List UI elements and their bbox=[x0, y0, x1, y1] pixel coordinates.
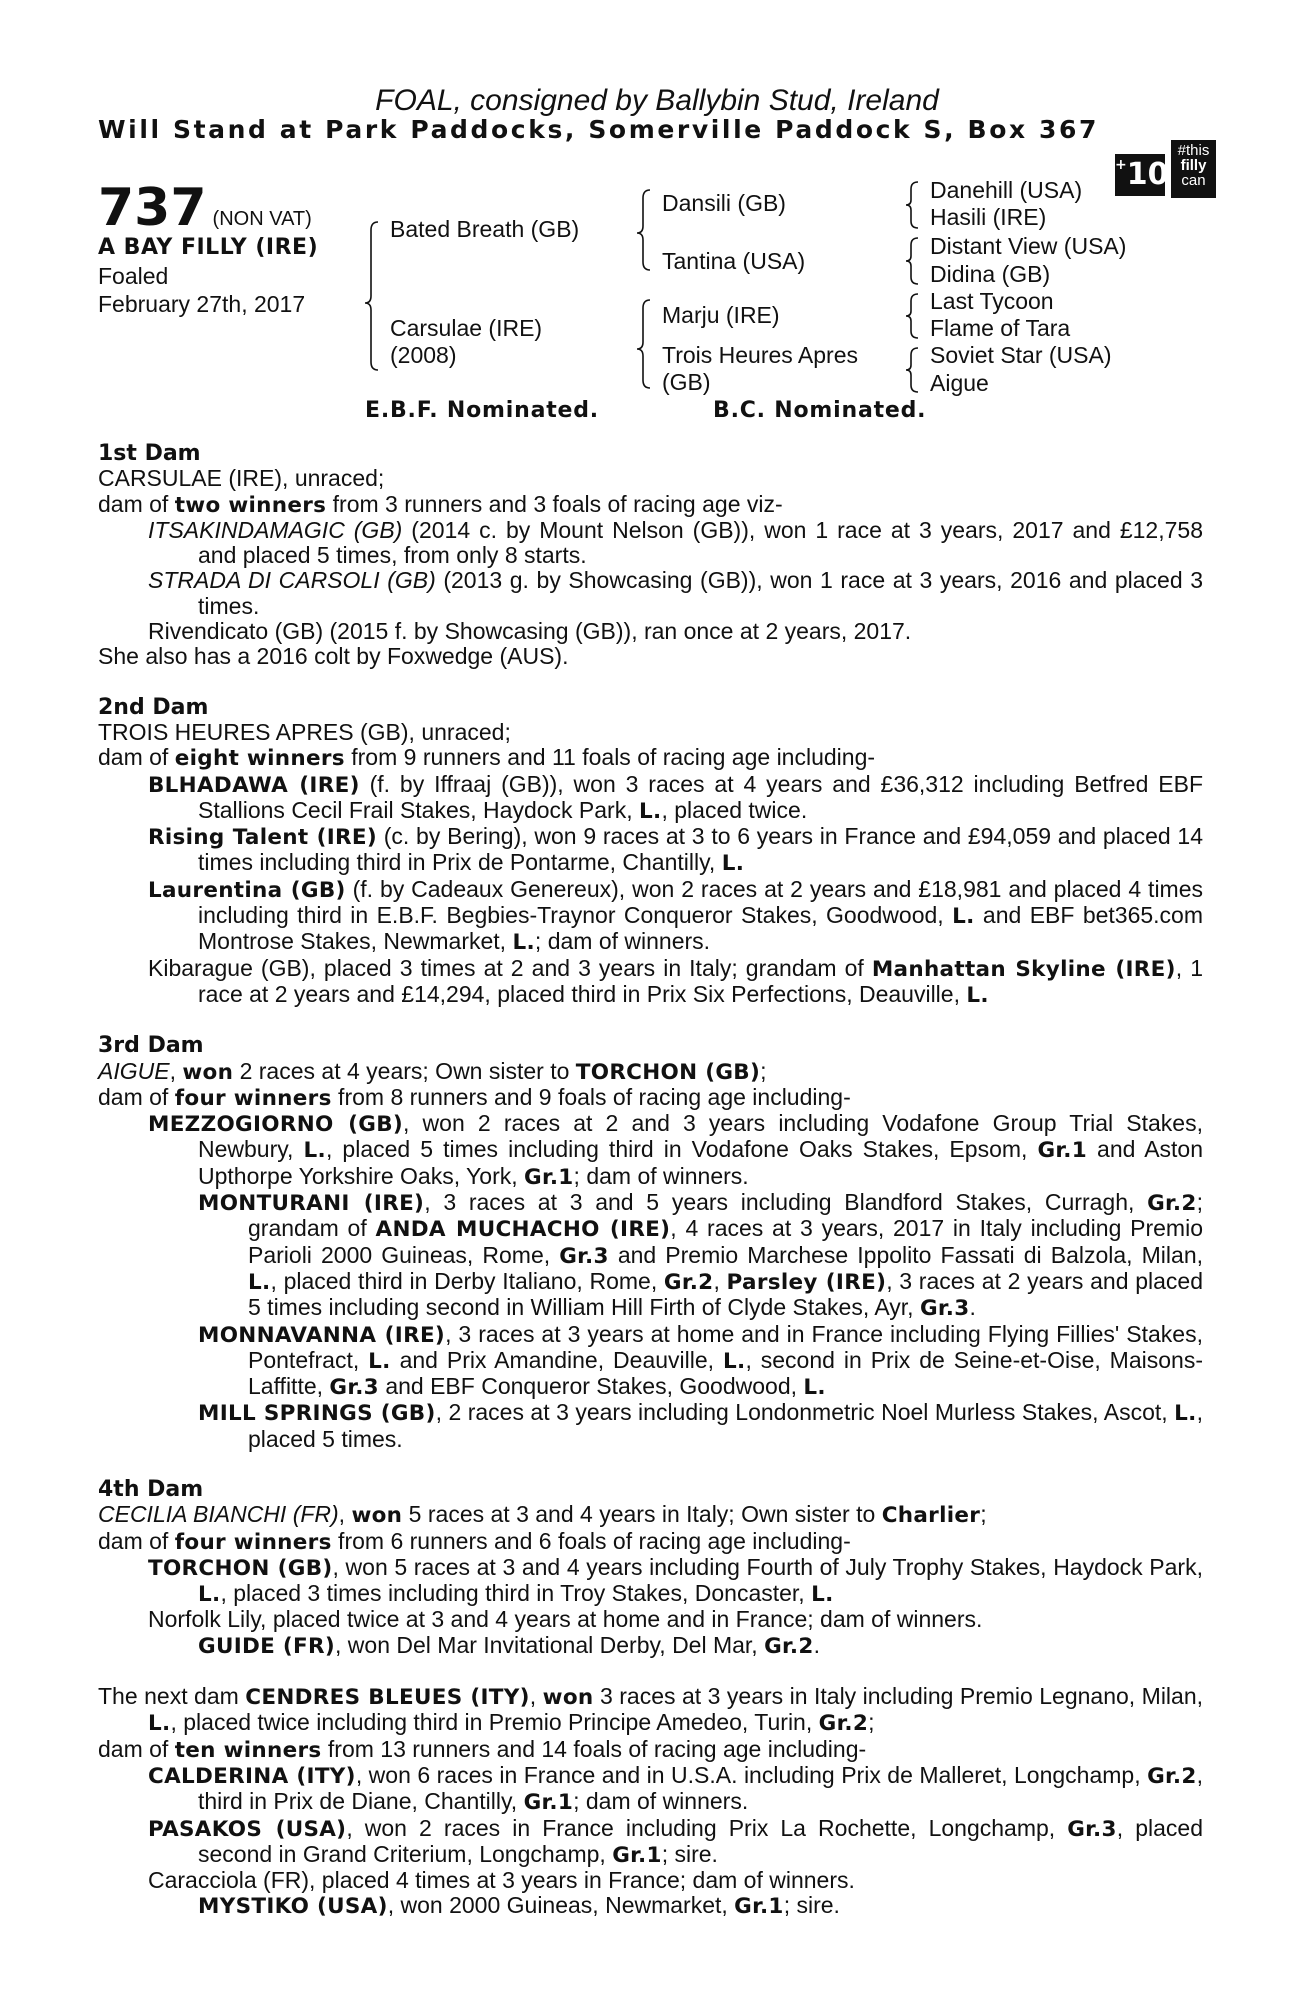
sire-dam: Tantina (USA) bbox=[662, 248, 806, 274]
vat-status: (NON VAT) bbox=[212, 208, 312, 230]
progeny-entry: GUIDE (FR), won Del Mar Invitational Derby, Del Mar, Gr.2. bbox=[198, 1631, 820, 1659]
ebf-nomination: E.B.F. Nominated. bbox=[365, 398, 599, 423]
second-dam-section bbox=[98, 695, 1203, 1009]
third-dam-section bbox=[98, 1033, 1203, 1452]
dam-dam-line: Trois Heures Apres bbox=[662, 342, 858, 368]
gen3-ancestor: Hasili (IRE) bbox=[930, 204, 1047, 230]
progeny-entry: BLHADAWA (IRE) (f. by Iffraaj (GB)), won 3 races at 4 years and £36,312 including Betfred EBF Stallions Cecil Frail Stakes, Haydock Park, L., placed twice. bbox=[148, 770, 1203, 824]
gen3-ancestor: Flame of Tara bbox=[930, 315, 1071, 341]
dam-dam bbox=[662, 342, 858, 396]
gen3-ancestor: Didina (GB) bbox=[930, 261, 1051, 287]
progeny-entry: Laurentina (GB) (f. by Cadeaux Genereux), won 2 races at 2 years and £18,981 and placed 4 times including third in E.B.F. Begbies-Traynor Conqueror Stakes, Goodwood, L. and EBF bet365.com Montrose Stakes, Newmarket, L.; dam of winners. bbox=[148, 875, 1204, 956]
next-dam-section bbox=[98, 1684, 1203, 1920]
progeny-entry: Norfolk Lily, placed twice at 3 and 4 years at home and in France; dam of winners. bbox=[148, 1606, 983, 1633]
brace-g3-2 bbox=[906, 238, 918, 284]
bc-nomination: B.C. Nominated. bbox=[713, 398, 927, 423]
dam-record: dam of eight winners from 9 runners and 11 foals of racing age including- bbox=[98, 744, 876, 772]
stand-location: Will Stand at Park Paddocks, Somerville Paddock S, Box 367 bbox=[98, 115, 1099, 144]
sire-name: Bated Breath (GB) bbox=[390, 216, 580, 242]
gen3-ancestor: Last Tycoon bbox=[930, 288, 1054, 314]
brace-gen1 bbox=[365, 222, 378, 370]
gen3-ancestor: Soviet Star (USA) bbox=[930, 342, 1112, 368]
dam-record: dam of ten winners from 13 runners and 14 foals of racing age including- bbox=[98, 1735, 867, 1763]
foaled-date: February 27th, 2017 bbox=[98, 291, 306, 317]
first-dam-section bbox=[98, 441, 1203, 670]
dam-year: (2008) bbox=[390, 342, 457, 368]
logo-tag-line: can bbox=[1181, 172, 1206, 189]
dam-sire: Marju (IRE) bbox=[662, 302, 780, 328]
progeny-entry: Kibarague (GB), placed 3 times at 2 and 3 years in Italy; grandam of Manhattan Skyline (IRE), 1 race at 2 years and £14,294, placed third in Prix Six Perfections, Deauville, L. bbox=[148, 954, 1203, 1008]
plus-icon: + bbox=[1115, 157, 1127, 173]
logo-tag-line: filly bbox=[1180, 157, 1207, 174]
progeny-entry: MILL SPRINGS (GB), 2 races at 3 years including Londonmetric Noel Murless Stakes, Ascot, L., placed 5 times. bbox=[198, 1399, 1203, 1452]
dam-line: CECILIA BIANCHI (FR), won 5 races at 3 and 4 years in Italy; Own sister to Charlier; bbox=[98, 1501, 987, 1529]
dam-record: dam of four winners from 8 runners and 9 foals of racing age including- bbox=[98, 1083, 851, 1111]
catalogue-body bbox=[98, 441, 1203, 1945]
pedigree-braces bbox=[0, 0, 1314, 420]
foaled-label: Foaled bbox=[98, 263, 169, 289]
progeny-entry: MONTURANI (IRE), 3 races at 3 and 5 years including Blandford Stakes, Curragh, Gr.2; grandam of ANDA MUCHACHO (IRE), 4 races at 3 years, 2017 in Italy including Premio Parioli 2000 Guineas, Rome, Gr.3 and Premio Marchese Ippolito Fassati di Balzola, Milan, L., placed third in Derby Italiano, Rome, Gr.2, Parsley (IRE), 3 races at 2 years and placed 5 times including second in William Hill Firth of Clyde Stakes, Ayr, Gr.3. bbox=[198, 1189, 1204, 1322]
lot-number: 737 bbox=[98, 178, 207, 238]
dam-line: AIGUE, won 2 races at 4 years; Own sister to TORCHON (GB); bbox=[98, 1057, 767, 1085]
section-heading: 1st Dam bbox=[98, 441, 201, 466]
dam-line: CARSULAE (IRE), unraced; bbox=[98, 465, 385, 492]
dam-line: The next dam CENDRES BLEUES (ITY), won 3 races at 3 years in Italy including Premio Legnano, Milan, L., placed twice including third in Premio Principe Amedeo, Turin, Gr.2; bbox=[98, 1683, 1204, 1737]
brace-sire bbox=[637, 190, 650, 270]
progeny-entry: MEZZOGIORNO (GB), won 2 races at 2 and 3 years including Vodafone Group Trial Stakes, Newbury, L., placed 5 times including third in Vodafone Oaks Stakes, Epsom, Gr.1 and Aston Upthorpe Yorkshire Oaks, York, Gr.1; dam of winners. bbox=[148, 1110, 1204, 1190]
section-heading: 4th Dam bbox=[98, 1476, 204, 1502]
dam-dam-line: (GB) bbox=[662, 369, 711, 395]
brace-dam bbox=[637, 300, 650, 388]
horse-name: A BAY FILLY (IRE) bbox=[98, 235, 319, 260]
progeny-entry: MYSTIKO (USA), won 2000 Guineas, Newmarket, Gr.1; sire. bbox=[198, 1892, 840, 1920]
gen3-ancestor: Aigue bbox=[930, 370, 989, 396]
sire-sire: Dansili (GB) bbox=[662, 190, 786, 216]
gen3-ancestor: Distant View (USA) bbox=[930, 233, 1127, 259]
progeny-entry: Rivendicato (GB) (2015 f. by Showcasing (GB)), ran once at 2 years, 2017. bbox=[148, 618, 912, 645]
dam-line: TROIS HEURES APRES (GB), unraced; bbox=[98, 718, 511, 745]
dam-name bbox=[390, 315, 542, 369]
dam-record: dam of four winners from 6 runners and 6 foals of racing age including- bbox=[98, 1527, 851, 1555]
fourth-dam-section bbox=[98, 1477, 1203, 1659]
dam-record: dam of two winners from 3 runners and 3 foals of racing age viz- bbox=[98, 490, 783, 518]
gen3-ancestor: Danehill (USA) bbox=[930, 177, 1083, 203]
brace-g3-4 bbox=[906, 348, 918, 392]
progeny-entry: Rising Talent (IRE) (c. by Bering), won 9 races at 3 to 6 years in France and £94,059 and placed 14 times including third in Prix de Pontarme, Chantilly, L. bbox=[148, 823, 1203, 877]
section-heading: 2nd Dam bbox=[98, 694, 209, 720]
logo-tag-line: #this bbox=[1177, 142, 1210, 159]
progeny-entry: MONNAVANNA (IRE), 3 races at 3 years at home and in France including Flying Fillies' Stakes, Pontefract, L. and Prix Amandine, Deauville, L., second in Prix de Seine-et-Oise, Maisons-Laffitte, Gr.3 and EBF Conqueror Stakes, Goodwood, L. bbox=[198, 1320, 1203, 1401]
section-heading: 3rd Dam bbox=[98, 1033, 204, 1059]
brace-g3-1 bbox=[906, 182, 918, 228]
progeny-entry: ITSAKINDAMAGIC (GB) (2014 c. by Mount Nelson (GB)), won 1 race at 3 years, 2017 and £12,758 and placed 5 times, from only 8 starts. bbox=[148, 516, 1203, 569]
progeny-entry: STRADA DI CARSOLI (GB) (2013 g. by Showcasing (GB)), won 1 race at 3 years, 2016 and placed 3 times. bbox=[148, 567, 1203, 619]
logo-number: 10 bbox=[1126, 157, 1169, 192]
progeny-entry: PASAKOS (USA), won 2 races in France including Prix La Rochette, Longchamp, Gr.3, placed second in Grand Criterium, Longchamp, Gr.1; sire. bbox=[148, 1814, 1203, 1868]
additional-foal-note: She also has a 2016 colt by Foxwedge (AUS). bbox=[98, 643, 569, 670]
progeny-entry: Caracciola (FR), placed 4 times at 3 years in France; dam of winners. bbox=[148, 1867, 855, 1894]
progeny-entry: CALDERINA (ITY), won 6 races in France and in U.S.A. including Prix de Malleret, Longchamp, Gr.2, third in Prix de Diane, Chantilly, Gr.1; dam of winners. bbox=[148, 1761, 1203, 1816]
page-title: FOAL, consigned by Ballybin Stud, Ireland bbox=[375, 84, 939, 117]
brace-g3-3 bbox=[906, 294, 918, 338]
progeny-entry: TORCHON (GB), won 5 races at 3 and 4 years including Fourth of July Trophy Stakes, Haydock Park, L., placed 3 times including third in Troy Stakes, Doncaster, L. bbox=[148, 1553, 1203, 1608]
dam-name-line: Carsulae (IRE) bbox=[390, 315, 543, 341]
